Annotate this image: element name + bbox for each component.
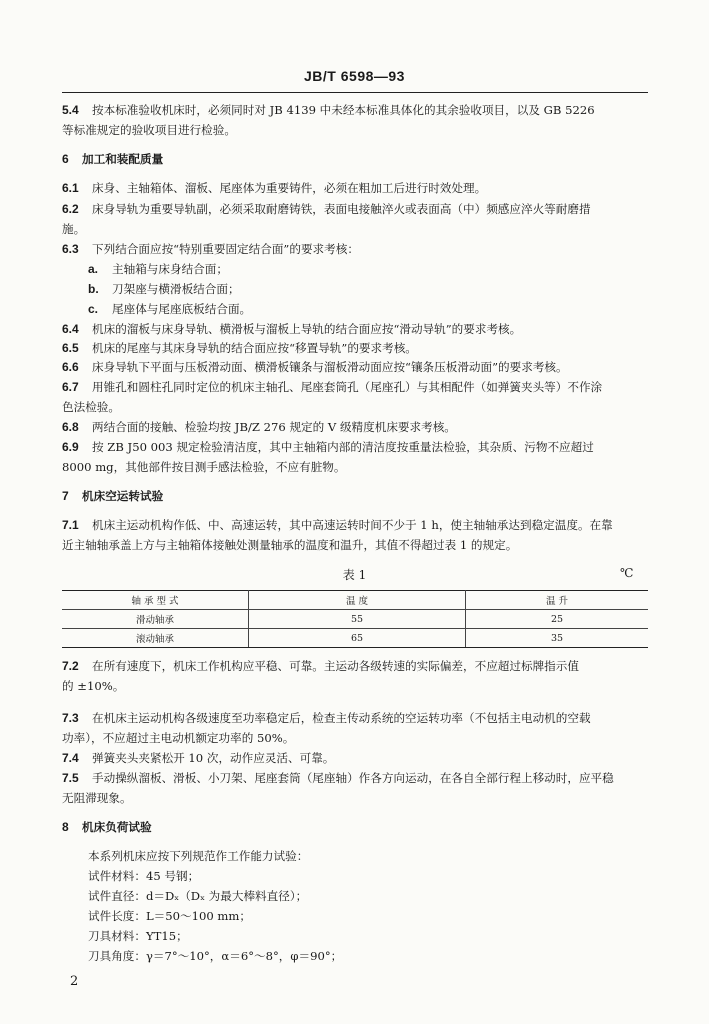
section-heading bbox=[62, 152, 163, 166]
section-heading bbox=[62, 489, 163, 503]
text-line bbox=[62, 322, 521, 336]
cell-temperature: 55 bbox=[249, 610, 466, 629]
line-text: 刀架座与横滑板结合面； bbox=[112, 282, 240, 296]
line-text: 本系列机床应按下列规范作工作能力试验： bbox=[88, 849, 309, 863]
line-text: 按 ZB J50 003 规定检验清洁度，其中主轴箱内部的清洁度按重量法检验，其杂质、污物不应超过 bbox=[92, 440, 594, 454]
line-text: 机床负荷试验 bbox=[82, 820, 152, 834]
header-temperature-rise: 温 升 bbox=[466, 591, 649, 610]
text-line bbox=[88, 302, 251, 316]
clause-number: 6.3 bbox=[62, 242, 79, 256]
text-line bbox=[62, 380, 602, 394]
text-line bbox=[88, 909, 251, 923]
line-text: 机床的溜板与床身导轨、横滑板与溜板上导轨的结合面应按“滑动导轨”的要求考核。 bbox=[92, 322, 522, 336]
text-line bbox=[62, 103, 595, 117]
clause-number: 6.4 bbox=[62, 322, 79, 336]
clause-number: 6.1 bbox=[62, 181, 79, 195]
line-text: 尾座体与尾座底板结合面。 bbox=[112, 302, 252, 316]
text-line bbox=[88, 929, 188, 943]
table-row bbox=[62, 629, 648, 648]
line-text: 刀具材料：YT15； bbox=[88, 929, 188, 943]
line-text: 下列结合面应按“特别重要固定结合面”的要求考核： bbox=[92, 242, 359, 256]
header-temperature: 温 度 bbox=[249, 591, 466, 610]
clause-number: 6.2 bbox=[62, 202, 79, 216]
text-line bbox=[62, 440, 594, 454]
line-text: 两结合面的接触、检验均按 JB/Z 276 规定的 V 级精度机床要求考核。 bbox=[92, 420, 456, 434]
line-text: 试件长度：L＝50～100 mm； bbox=[88, 909, 252, 923]
clause-number: 7.4 bbox=[62, 751, 79, 765]
cell-temperature-rise: 25 bbox=[466, 610, 649, 629]
line-text: 施。 bbox=[62, 222, 86, 236]
text-line bbox=[62, 791, 132, 805]
line-text: 机床空运转试验 bbox=[82, 489, 164, 503]
section-heading bbox=[62, 820, 152, 834]
line-text: 手动操纵溜板、滑板、小刀架、尾座套筒（尾座轴）作各方向运动，在各自全部行程上移动时，应平稳 bbox=[92, 771, 614, 785]
text-line bbox=[62, 341, 417, 355]
line-text: 机床的尾座与其床身导轨的结合面应按“移置导轨”的要求考核。 bbox=[92, 341, 417, 355]
table-header-row bbox=[62, 591, 648, 610]
clause-number: a. bbox=[88, 262, 99, 276]
clause-number: 7.5 bbox=[62, 771, 79, 785]
cell-temperature-rise: 35 bbox=[466, 629, 649, 648]
clause-number: 6.9 bbox=[62, 440, 79, 454]
text-line bbox=[62, 659, 579, 673]
text-line bbox=[62, 242, 359, 256]
text-line bbox=[62, 711, 591, 725]
line-text: 近主轴轴承盖上方与主轴箱体接触处测量轴承的温度和温升，其值不得超过表 1 的规定。 bbox=[62, 538, 518, 552]
table-row bbox=[62, 610, 648, 629]
text-line bbox=[62, 460, 345, 474]
section-number: 8 bbox=[62, 820, 69, 834]
clause-number: b. bbox=[88, 282, 99, 296]
bearing-temperature-table bbox=[62, 590, 648, 648]
header-bearing-type: 轴 承 型 式 bbox=[62, 591, 249, 610]
line-text: 床身导轨为重要导轨副，必须采取耐磨铸铁，表面电接触淬火或表面高（中）频感应淬火等耐磨措 bbox=[92, 202, 591, 216]
text-line bbox=[88, 849, 308, 863]
line-text: 等标准规定的验收项目进行检验。 bbox=[62, 123, 236, 137]
page-number: 2 bbox=[70, 974, 79, 989]
clause-number: c. bbox=[88, 302, 99, 316]
clause-number: 6.8 bbox=[62, 420, 79, 434]
line-text: 主轴箱与床身结合面； bbox=[112, 262, 228, 276]
clause-number: 5.4 bbox=[62, 103, 79, 117]
clause-number: 6.7 bbox=[62, 380, 79, 394]
cell-bearing-type: 滑动轴承 bbox=[62, 610, 249, 629]
text-line bbox=[88, 949, 342, 963]
line-text: 试件直径：d＝Dₓ（Dₓ 为最大棒料直径）； bbox=[88, 889, 308, 903]
text-line bbox=[62, 222, 85, 236]
text-line bbox=[62, 771, 614, 785]
text-line bbox=[62, 360, 568, 374]
line-text: 的 ±10%。 bbox=[62, 679, 125, 693]
line-text: 无阻滞现象。 bbox=[62, 791, 132, 805]
clause-number: 7.2 bbox=[62, 659, 79, 673]
text-line bbox=[62, 420, 456, 434]
text-line bbox=[62, 538, 517, 552]
text-line bbox=[62, 400, 120, 414]
text-line bbox=[88, 282, 240, 296]
line-text: 机床主运动机构作低、中、高速运转，其中高速运转时间不少于 1 h，使主轴轴承达到稳定温度。在靠 bbox=[92, 518, 613, 532]
header-rule bbox=[62, 92, 648, 93]
line-text: 加工和装配质量 bbox=[82, 152, 164, 166]
text-line bbox=[88, 889, 307, 903]
line-text: 功率），不应超过主电动机额定功率的 50%。 bbox=[62, 731, 295, 745]
table-title: 表 1 bbox=[342, 568, 367, 582]
line-text: 在所有速度下，机床工作机构应平稳、可靠。主运动各级转速的实际偏差，不应超过标牌指示值 bbox=[92, 659, 579, 673]
cell-temperature: 65 bbox=[249, 629, 466, 648]
line-text: 8000 mg，其他部件按目测手感法检验，不应有脏物。 bbox=[62, 460, 346, 474]
clause-number: 7.3 bbox=[62, 711, 79, 725]
line-text: 刀具角度：γ＝7°～10°，α＝6°～8°，φ＝90°； bbox=[88, 949, 343, 963]
line-text: 床身导轨下平面与压板滑动面、横滑板镶条与溜板滑动面应按“镶条压板滑动面”的要求考核。 bbox=[92, 360, 568, 374]
text-line bbox=[62, 123, 236, 137]
table-unit: ℃ bbox=[620, 566, 634, 580]
line-text: 按本标准验收机床时，必须同时对 JB 4139 中未经本标准具体化的其余验收项目，以及 GB 5226 bbox=[92, 103, 595, 117]
line-text: 弹簧夹头夹紧松开 10 次，动作应灵活、可靠。 bbox=[92, 751, 335, 765]
line-text: 试件材料：45 号钢； bbox=[88, 869, 200, 883]
text-line bbox=[62, 731, 294, 745]
cell-bearing-type: 滚动轴承 bbox=[62, 629, 249, 648]
text-line bbox=[62, 518, 613, 532]
text-line bbox=[62, 181, 486, 195]
document-header: JB/T 6598—93 bbox=[304, 68, 405, 84]
text-line bbox=[88, 869, 199, 883]
text-line bbox=[88, 262, 228, 276]
line-text: 用锥孔和圆柱孔同时定位的机床主轴孔、尾座套筒孔（尾座孔）与其相配件（如弹簧夹头等）不作涂 bbox=[92, 380, 603, 394]
text-line bbox=[62, 202, 591, 216]
section-number: 6 bbox=[62, 152, 69, 166]
line-text: 在机床主运动机构各级速度至功率稳定后，检查主传动系统的空运转功率（不包括主电动机的空载 bbox=[92, 711, 591, 725]
line-text: 色法检验。 bbox=[62, 400, 120, 414]
clause-number: 6.5 bbox=[62, 341, 79, 355]
text-line bbox=[62, 679, 124, 693]
clause-number: 6.6 bbox=[62, 360, 79, 374]
text-line bbox=[62, 751, 334, 765]
section-number: 7 bbox=[62, 489, 69, 503]
clause-number: 7.1 bbox=[62, 518, 79, 532]
line-text: 床身、主轴箱体、溜板、尾座体为重要铸件，必须在粗加工后进行时效处理。 bbox=[92, 181, 487, 195]
